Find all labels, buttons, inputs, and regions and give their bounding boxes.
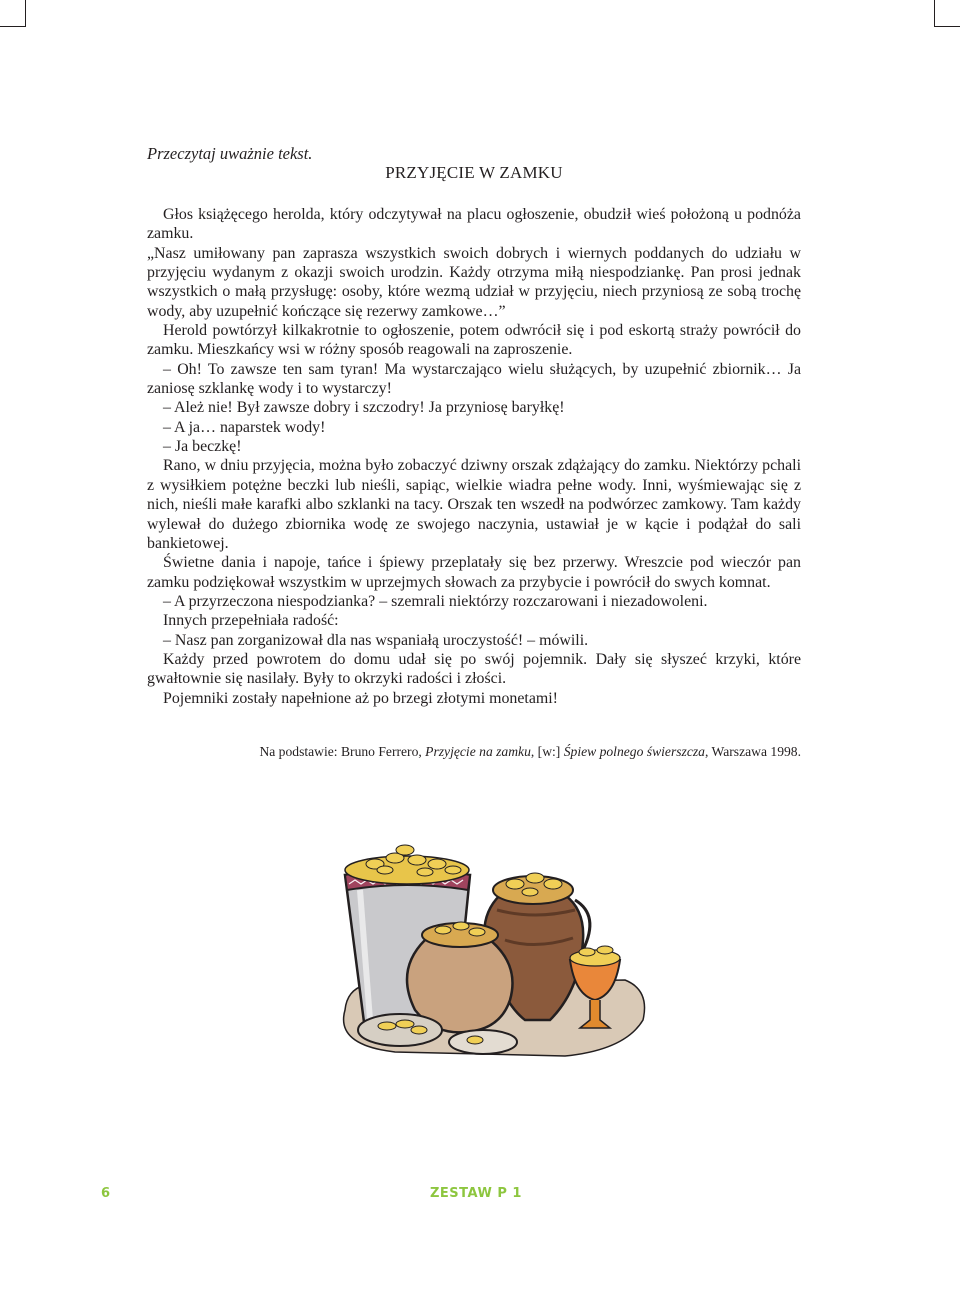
crop-mark-left-h — [0, 26, 26, 27]
crop-mark-left — [25, 0, 26, 26]
paragraph: „Nasz umiłowany pan zaprasza wszystkich swoich dobrych i wiernych poddanych do udziału w przyjęciu wydanym z okazji swoich urodzin. Każdy otrzyma miłą niespodziankę. Pan prosi jednak wszystkich o małą przysługę: osoby, które wezmą udział w przyjęciu, niech przyniosą ze sobą trochę wody, aby uzupełnić kończące się rezerwy zamkowe…” — [147, 244, 801, 320]
instruction: Przeczytaj uważnie tekst. — [147, 144, 313, 163]
paragraph: – A ja… naparstek wody! — [163, 418, 326, 436]
crop-mark-right-h — [934, 26, 960, 27]
paragraph: Rano, w dniu przyjęcia, można było zobaczyć dziwny orszak zdążający do zamku. Niektórzy pchali z wysiłkiem potężne beczki lub nieśli, sapiąc, wielkie wiadra pełne wody. Inni, wyśmiewając się z nich, nieśli małe karafki albo szklanki na tacy. Orszak ten wszedł na podwórzec zamkowy. Tam każdy wylewał do dużego zbiornika wodę ze swojego naczynia, ustawiał je w kącie i podążał do sali bankietowej. — [147, 457, 801, 552]
story-text — [147, 205, 801, 708]
paragraph: – Oh! To zawsze ten sam tyran! Ma wystarczająco wielu służących, by uzupełnić zbiornik… Ja zaniosę szklankę wody i to wystarczy! — [147, 360, 801, 398]
set-label: ZESTAW P 1 — [430, 1186, 522, 1201]
paragraph: Innych przepełniała radość: — [163, 612, 339, 630]
paragraph: Herold powtórzył kilkakrotnie to ogłoszenie, potem odwrócił się i pod eskortą straży powrócił do zamku. Mieszkańcy wsi w różny sposób reagowali na zaproszenie. — [147, 322, 801, 359]
gold-coins-illustration — [325, 820, 655, 1062]
paragraph: Pojemniki zostały napełnione aż po brzegi złotymi monetami! — [163, 689, 558, 707]
source-title: Przyjęcie na zamku — [425, 744, 531, 759]
paragraph: Głos książęcego herolda, który odczytywał na placu ogłoszenie, obudził wieś położoną u podnóża zamku. — [147, 206, 801, 243]
paragraph: – Ja beczkę! — [163, 438, 242, 456]
source-middle: , [w:] — [530, 744, 564, 759]
paragraph: – A przyrzeczona niespodzianka? – szemrali niektórzy rozczarowani i niezadowoleni. — [163, 592, 708, 610]
paragraph: – Ależ nie! Był zawsze dobry i szczodry! Ja przyniosę baryłkę! — [163, 399, 565, 417]
source-suffix: , Warszawa 1998. — [704, 744, 801, 759]
page-title: PRZYJĘCIE W ZAMKU — [385, 163, 563, 182]
source-prefix: Na podstawie: Bruno Ferrero, — [259, 744, 426, 759]
crop-mark-right — [934, 0, 935, 26]
source-book: Śpiew polnego świerszcza — [563, 744, 705, 759]
paragraph: Każdy przed powrotem do domu udał się po swój pojemnik. Dały się słyszeć krzyki, które gwałtownie się nasilały. Były to okrzyki radości i złości. — [147, 650, 801, 688]
source-citation — [147, 744, 801, 760]
paragraph: Świetne dania i napoje, tańce i śpiewy przeplatały się bez przerwy. Wreszcie pod wieczór pan zamku podziękował wszystkim w uprzejmych słowach za przybycie i powrócił do swych komnat. — [147, 554, 801, 591]
paragraph: – Nasz pan zorganizował dla nas wspaniałą uroczystość! – mówili. — [163, 631, 589, 649]
page-number: 6 — [101, 1186, 111, 1201]
